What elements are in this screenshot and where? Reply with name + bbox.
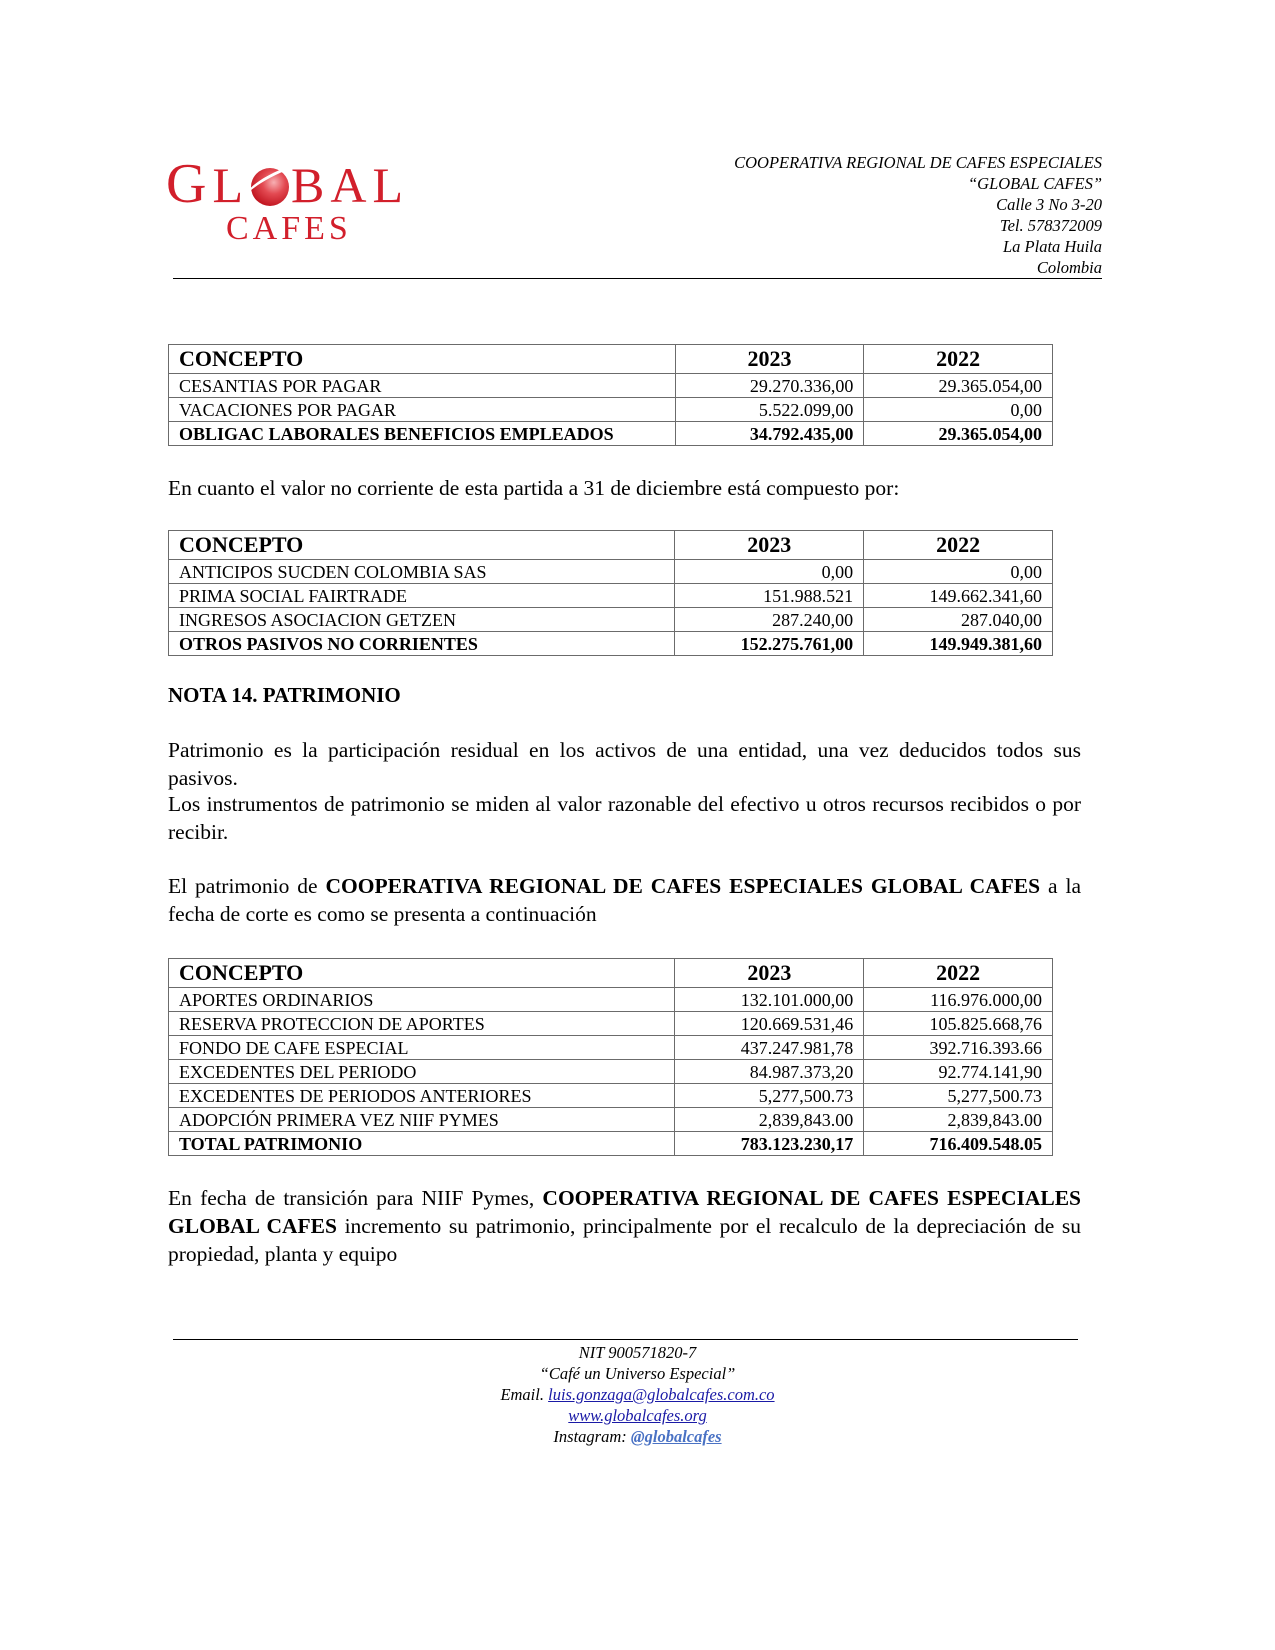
header-cell: 2023	[675, 959, 864, 988]
header-cell: CONCEPTO	[169, 959, 675, 988]
table-patrimonio	[168, 958, 1053, 1156]
footer-slogan: “Café un Universo Especial”	[539, 1364, 736, 1383]
footer-nit: NIT 900571820-7	[578, 1343, 697, 1362]
cell: 132.101.000,00	[675, 988, 864, 1012]
table-row	[169, 1084, 1053, 1108]
header-cell: 2023	[675, 345, 864, 374]
footer-website-line	[0, 1405, 1275, 1426]
footer-divider	[173, 1339, 1078, 1340]
cell: 5,277,500.73	[864, 1084, 1053, 1108]
cell: ADOPCIÓN PRIMERA VEZ NIIF PYMES	[169, 1108, 675, 1132]
header-cell: 2022	[864, 531, 1053, 560]
paragraph-definicion: Patrimonio es la participación residual en los activos de una entidad, una vez deducidos todos sus pasivos.	[168, 738, 1081, 790]
cell: OTROS PASIVOS NO CORRIENTES	[169, 632, 675, 656]
footer-email-line	[0, 1384, 1275, 1405]
cell: 151.988.521	[675, 584, 864, 608]
section-heading: NOTA 14. PATRIMONIO	[168, 683, 401, 707]
address-line: Tel. 578372009	[999, 216, 1102, 235]
header-cell: CONCEPTO	[169, 345, 676, 374]
logo-cafes-text: CAFES	[226, 210, 352, 247]
cell: INGRESOS ASOCIACION GETZEN	[169, 608, 675, 632]
table-total-row	[169, 422, 1053, 446]
cell: 0,00	[864, 398, 1053, 422]
cell: FONDO DE CAFE ESPECIAL	[169, 1036, 675, 1060]
cell: 5,277,500.73	[675, 1084, 864, 1108]
cell: 29.270.336,00	[675, 374, 864, 398]
footer	[0, 1342, 1275, 1447]
address-line: La Plata Huila	[1002, 237, 1102, 256]
cell: VACACIONES POR PAGAR	[169, 398, 676, 422]
email-link[interactable]: luis.gonzaga@globalcafes.com.co	[548, 1385, 775, 1404]
cell: TOTAL PATRIMONIO	[169, 1132, 675, 1156]
header-divider	[173, 278, 1102, 279]
cell: RESERVA PROTECCION DE APORTES	[169, 1012, 675, 1036]
table-row	[169, 988, 1053, 1012]
cell: 152.275.761,00	[675, 632, 864, 656]
cell: 2,839,843.00	[675, 1108, 864, 1132]
table-row	[169, 374, 1053, 398]
cell: 34.792.435,00	[675, 422, 864, 446]
table-header-row	[169, 959, 1053, 988]
cell: 149.662.341,60	[864, 584, 1053, 608]
footer-instagram-line	[0, 1426, 1275, 1447]
cell: 2,839,843.00	[864, 1108, 1053, 1132]
email-label: Email.	[500, 1385, 549, 1404]
cell: 287.240,00	[675, 608, 864, 632]
cell: 0,00	[864, 560, 1053, 584]
text: a la fecha de corte es como se presenta a continuación	[168, 874, 1082, 926]
header-cell: 2022	[864, 345, 1053, 374]
table-row	[169, 584, 1053, 608]
cell: APORTES ORDINARIOS	[169, 988, 675, 1012]
cell: 149.949.381,60	[864, 632, 1053, 656]
cell: 116.976.000,00	[864, 988, 1053, 1012]
table-row	[169, 398, 1053, 422]
table-otros-pasivos	[168, 530, 1053, 656]
table-row	[169, 560, 1053, 584]
header-cell: 2023	[675, 531, 864, 560]
text: El patrimonio de	[168, 874, 326, 898]
cell: 84.987.373,20	[675, 1060, 864, 1084]
company-name: COOPERATIVA REGIONAL DE CAFES ESPECIALES GLOBAL CAFES	[168, 1186, 1081, 1238]
cell: EXCEDENTES DEL PERIODO	[169, 1060, 675, 1084]
address-line: COOPERATIVA REGIONAL DE CAFES ESPECIALES	[734, 153, 1102, 172]
cell: 29.365.054,00	[864, 374, 1053, 398]
header-cell: CONCEPTO	[169, 531, 675, 560]
instagram-link[interactable]: @globalcafes	[630, 1427, 722, 1446]
table-header-row	[169, 531, 1053, 560]
table-row	[169, 1036, 1053, 1060]
address-line: Colombia	[1036, 258, 1102, 277]
cell: 437.247.981,78	[675, 1036, 864, 1060]
cell: EXCEDENTES DE PERIODOS ANTERIORES	[169, 1084, 675, 1108]
table-row	[169, 608, 1053, 632]
paragraph-instrumentos: Los instrumentos de patrimonio se miden al valor razonable del efectivo u otros recursos recibidos o por recibir.	[168, 792, 1081, 844]
table-total-row	[169, 632, 1053, 656]
text: En fecha de transición para NIIF Pymes,	[168, 1186, 543, 1210]
table-row	[169, 1060, 1053, 1084]
paragraph-patrimonio-intro	[168, 872, 1081, 928]
cell: 105.825.668,76	[864, 1012, 1053, 1036]
address-line: “GLOBAL CAFES”	[967, 174, 1102, 193]
logo-global-text: GL BAL	[166, 153, 409, 215]
table-total-row	[169, 1132, 1053, 1156]
header-cell: 2022	[864, 959, 1053, 988]
cell: 92.774.141,90	[864, 1060, 1053, 1084]
logo	[166, 153, 409, 258]
cell: 716.409.548.05	[864, 1132, 1053, 1156]
cell: ANTICIPOS SUCDEN COLOMBIA SAS	[169, 560, 675, 584]
cell: PRIMA SOCIAL FAIRTRADE	[169, 584, 675, 608]
cell: 5.522.099,00	[675, 398, 864, 422]
cell: 120.669.531,46	[675, 1012, 864, 1036]
table-obligaciones-laborales	[168, 344, 1053, 446]
cell: OBLIGAC LABORALES BENEFICIOS EMPLEADOS	[169, 422, 676, 446]
globe-icon	[251, 168, 289, 206]
cell: CESANTIAS POR PAGAR	[169, 374, 676, 398]
cell: 287.040,00	[864, 608, 1053, 632]
company-address	[734, 152, 1102, 278]
instagram-label: Instagram:	[553, 1427, 631, 1446]
text: incremento su patrimonio, principalmente por el recalculo de la depreciación de su propiedad, planta y equipo	[168, 1214, 1081, 1266]
cell: 0,00	[675, 560, 864, 584]
address-line: Calle 3 No 3-20	[996, 195, 1102, 214]
website-link[interactable]: www.globalcafes.org	[568, 1406, 707, 1425]
table-header-row	[169, 345, 1053, 374]
cell: 783.123.230,17	[675, 1132, 864, 1156]
cell: 392.716.393.66	[864, 1036, 1053, 1060]
paragraph-transicion-niif	[168, 1184, 1081, 1268]
table-row	[169, 1012, 1053, 1036]
table-row	[169, 1108, 1053, 1132]
company-name: COOPERATIVA REGIONAL DE CAFES ESPECIALES GLOBAL CAFES	[325, 874, 1041, 898]
cell: 29.365.054,00	[864, 422, 1053, 446]
paragraph-no-corriente: En cuanto el valor no corriente de esta partida a 31 de diciembre está compuesto por:	[168, 476, 900, 500]
